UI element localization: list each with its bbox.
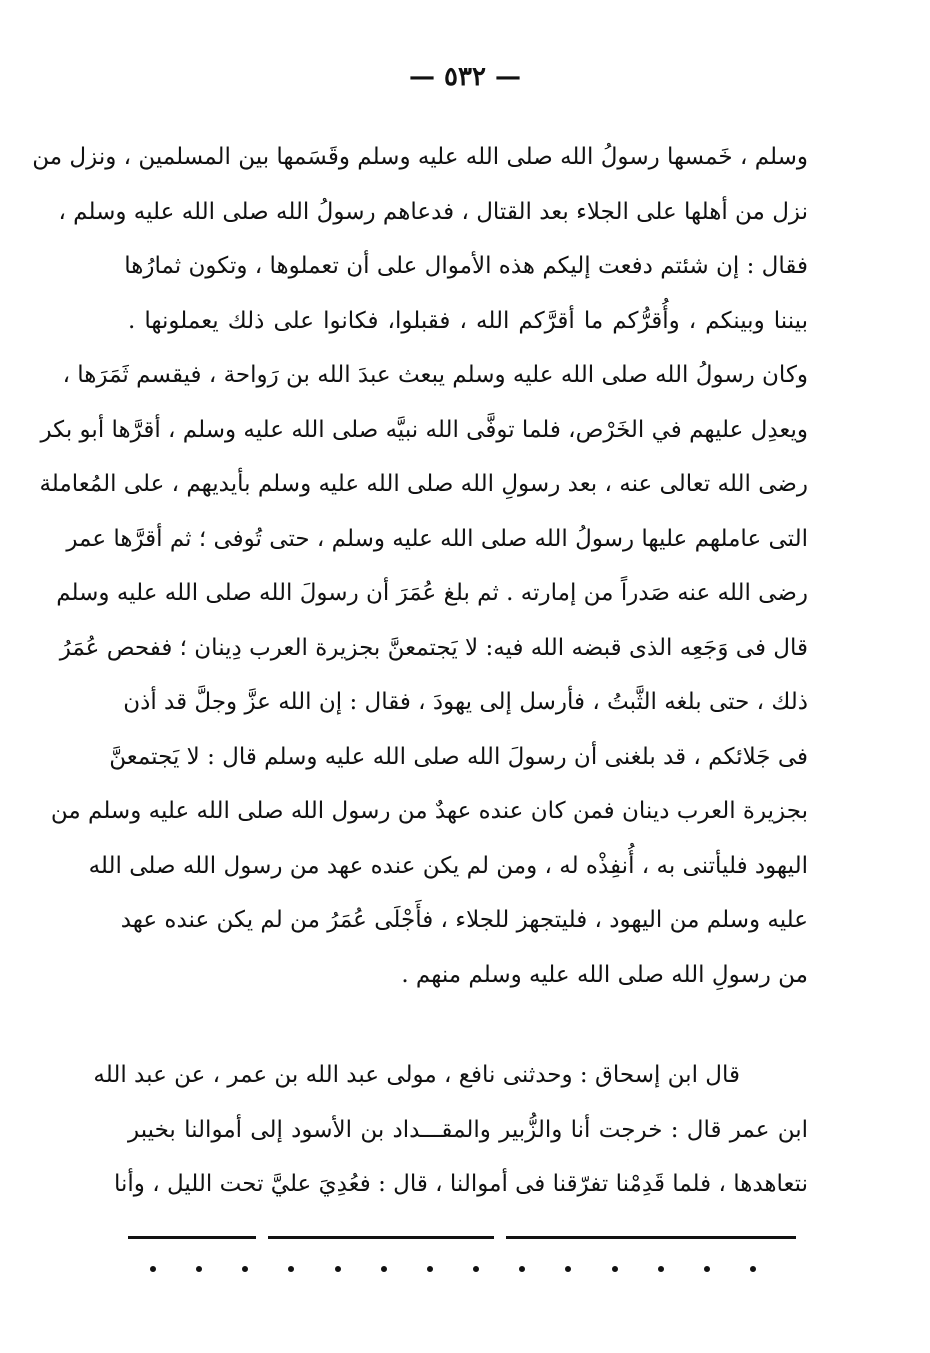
text-line: وسلم ، خَمسها رسولُ الله صلى الله عليه وسلم وقَسَمها بين المسلمين ، ونزل من [32, 144, 808, 170]
text-line: قال ابن إسحاق : وحدثنى نافع ، مولى عبد الله بن عمر ، عن عبد الله [93, 1062, 740, 1088]
footer-dot [381, 1266, 387, 1272]
footer-dot [704, 1266, 710, 1272]
text-line: رضى الله عنه صَدراً من إمارته . ثم بلغ عُمَرَ أن رسولَ الله صلى الله عليه وسلم [56, 580, 808, 606]
footer-dot [658, 1266, 664, 1272]
text-line: اليهود فليأتنى به ، أُنفِذْه له ، ومن لم يكن عنده عهد من رسول الله صلى الله [88, 852, 808, 879]
footer-dot [150, 1266, 156, 1272]
text-line: نتعاهدها ، فلما قَدِمْنا تفرّقنا فى أموالنا ، قال : فعُدِيَ عليَّ تحت الليل ، وأنا [114, 1171, 808, 1197]
text-line: فقال : إن شئتم دفعت إليكم هذه الأموال على أن تعملوها ، وتكون ثمارُها [124, 253, 808, 279]
footer-dot [519, 1266, 525, 1272]
text-line: بيننا وبينكم ، وأُقرُّكم ما أقرَّكم الله ، فقبلوا، فكانوا على ذلك يعملونها . [128, 307, 808, 334]
text-line: ذلك ، حتى بلغه الثَّبتُ ، فأرسل إلى يهودَ ، فقال : إن الله عزَّ وجلَّ قد أذن [123, 689, 808, 715]
text-line: ابن عمر قال : خرجت أنا والزُّبير والمقـــداد بن الأسود إلى أموالنا بخيبر [128, 1116, 808, 1143]
footer-dot [335, 1266, 341, 1272]
footer-dot [565, 1266, 571, 1272]
footer-dot [427, 1266, 433, 1272]
footer-rule-segment [268, 1236, 494, 1239]
footer-rule-segment [506, 1236, 796, 1239]
footer-dot [196, 1266, 202, 1272]
footer-dot [288, 1266, 294, 1272]
text-line: عليه وسلم من اليهود ، فليتجهز للجلاء ، فأَجْلَى عُمَرُ من لم يكن عنده عهد [120, 907, 808, 933]
text-line: من رسولِ الله صلى الله عليه وسلم منهم . [401, 961, 808, 988]
text-line: وكان رسولُ الله صلى الله عليه وسلم يبعث عبدَ الله بن رَواحة ، فيقسم ثَمَرَها ، [62, 362, 808, 388]
text-line: فى جَلائكم ، قد بلغنى أن رسولَ الله صلى الله عليه وسلم قال : لا يَجتمعنَّ [109, 743, 808, 770]
paragraph-1 [32, 130, 808, 1002]
footer-rule-segment [128, 1236, 256, 1239]
footer-dots [150, 1266, 790, 1278]
text-line: التى عاملهم عليها رسولُ الله صلى الله عليه وسلم ، حتى تُوفى ؛ ثم أقرَّها عمر [66, 525, 808, 552]
footer-dot [750, 1266, 756, 1272]
footer-dot [612, 1266, 618, 1272]
text-line: بجزيرة العرب دينان فمن كان عنده عهدٌ من رسول الله صلى الله عليه وسلم من [50, 798, 808, 824]
text-line: نزل من أهلها على الجلاء بعد القتال ، فدعاهم رسولُ الله صلى الله عليه وسلم ، [58, 198, 808, 225]
text-line: قال فى وَجَعِه الذى قبضه الله فيه: لا يَجتمعنَّ بجزيرة العرب دِينان ؛ ففحص عُمَرُ [59, 634, 808, 661]
footer-dot [473, 1266, 479, 1272]
page-number: — ٥٣٢ — [408, 62, 522, 92]
text-line: ويعدِل عليهم في الخَرْص، فلما توفَّى الله نبيَّه صلى الله عليه وسلم ، أقرَّها أبو بكر [40, 416, 808, 443]
paragraph-2 [93, 1048, 808, 1212]
text-line: رضى الله تعالى عنه ، بعد رسولِ الله صلى الله عليه وسلم بأيديهم ، على المُعاملة [39, 471, 808, 497]
footer-rule [128, 1236, 808, 1242]
footer-dot [242, 1266, 248, 1272]
